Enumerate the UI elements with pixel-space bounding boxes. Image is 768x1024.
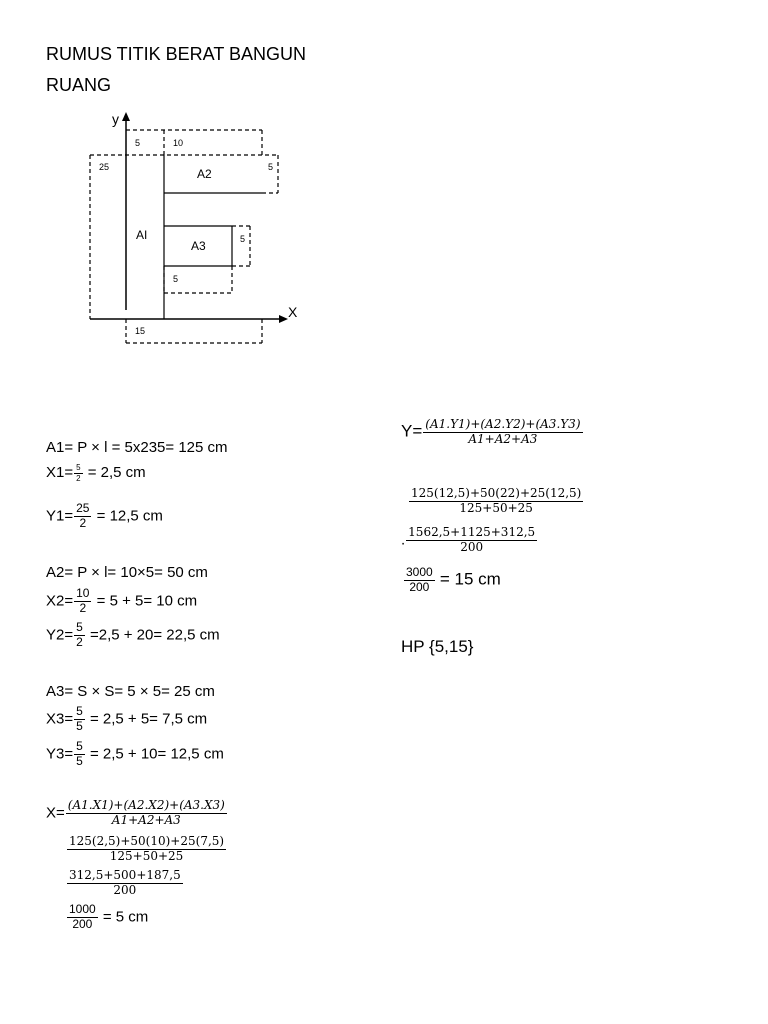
area-a3-line: A3= S × S= 5 × 5= 25 cm <box>46 683 215 700</box>
y-formula-fraction: $\frac{(A1.Y1)+(A2.Y2)+(A3.Y3)}{A1+A2+A3}$ <box>425 417 581 446</box>
y-result-line: $\frac{3000}{200}$ = 15 cm <box>406 565 501 594</box>
x3-fraction: $\frac{5}{5}$ <box>76 704 83 733</box>
y-step1-line <box>408 487 584 516</box>
y-formula-line: Y= $\frac{(A1.Y1)+(A2.Y2)+(A3.Y3)}{A1+A2+A3}$ <box>401 417 581 446</box>
x-result-line: $\frac{1000}{200}$ = 5 cm <box>69 902 149 931</box>
region-label-a1: AI <box>136 228 148 242</box>
page-title-line-1: RUMUS TITIK BERAT BANGUN <box>46 44 307 64</box>
dimension-label-bottom-5: 5 <box>173 274 179 284</box>
dimension-label-bottom-15: 15 <box>135 326 146 336</box>
x2-line: X2= $\frac{10}{2}$ = 5 + 5= 10 cm <box>46 586 198 615</box>
x-axis-arrow <box>279 315 288 323</box>
x-formula-line: X= $\frac{(A1.X1)+(A2.X2)+(A3.X3)}{A1+A2+A3}$ <box>46 798 225 827</box>
x-step2-fraction: $\frac{312,5+500+187,5}{200}$ <box>69 868 181 897</box>
area-a2-line: A2= P × l= 10×5= 50 cm <box>46 564 208 581</box>
composite-shape-diagram <box>80 105 310 355</box>
y-axis-arrow <box>122 112 130 121</box>
page-title-line-2: RUANG <box>46 75 112 95</box>
y-axis-label: y <box>112 111 119 127</box>
dimension-label-top-10: 10 <box>173 138 184 148</box>
y-step1-fraction: $\frac{125(12,5)+50(22)+25(12,5)}{125+50+25}$ <box>411 486 582 515</box>
x-step1-line <box>66 835 227 864</box>
y3-fraction: $\frac{5}{5}$ <box>76 739 83 768</box>
x-result-fraction: $\frac{1000}{200}$ <box>69 902 96 931</box>
y-step2-line: . $\frac{1562,5+1125+312,5}{200}$ <box>401 525 536 554</box>
y2-line: Y2= $\frac{5}{2}$ =2,5 + 20= 22,5 cm <box>46 620 220 649</box>
x-step1-fraction: $\frac{125(2,5)+50(10)+25(7,5)}{125+50+25}$ <box>69 834 225 863</box>
dimension-label-right-5-a3: 5 <box>240 234 246 244</box>
x1-line: X1= $\frac{5}{2}$ = 2,5 cm <box>46 463 146 483</box>
dimension-label-left-25: 25 <box>99 162 110 172</box>
area-a1-line: A1= P × l = 5x235= 125 cm <box>46 439 228 456</box>
y1-line: Y1= $\frac{25}{2}$ = 12,5 cm <box>46 501 163 530</box>
x1-fraction: $\frac{5}{2}$ <box>76 463 81 483</box>
region-label-a3: A3 <box>191 239 206 253</box>
x-step2-line <box>66 869 184 898</box>
x-axis-label: X <box>288 304 298 320</box>
y-step2-fraction: $\frac{1562,5+1125+312,5}{200}$ <box>408 525 536 554</box>
dimension-label-right-5-a2: 5 <box>268 162 274 172</box>
x2-fraction: $\frac{10}{2}$ <box>76 586 90 615</box>
dimension-label-top-5: 5 <box>135 138 141 148</box>
hp-result: HP {5,15} <box>401 637 474 656</box>
x3-line: X3= $\frac{5}{5}$ = 2,5 + 5= 7,5 cm <box>46 704 208 733</box>
y3-line: Y3= $\frac{5}{5}$ = 2,5 + 10= 12,5 cm <box>46 739 224 768</box>
x-formula-fraction: $\frac{(A1.X1)+(A2.X2)+(A3.X3)}{A1+A2+A3}$ <box>67 798 225 827</box>
y1-fraction: $\frac{25}{2}$ <box>76 501 90 530</box>
y2-fraction: $\frac{5}{2}$ <box>76 620 83 649</box>
region-label-a2: A2 <box>197 167 212 181</box>
y-result-fraction: $\frac{3000}{200}$ <box>406 565 433 594</box>
